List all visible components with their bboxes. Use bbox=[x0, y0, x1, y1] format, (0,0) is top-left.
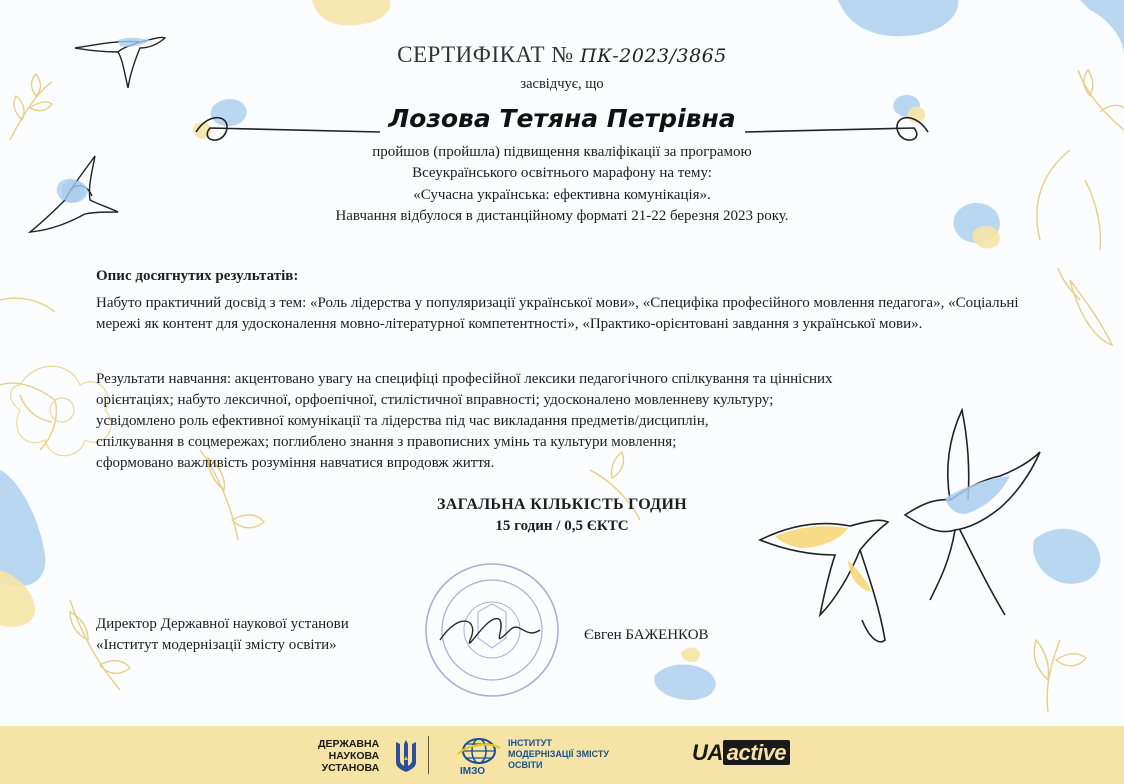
globe-icon bbox=[456, 736, 502, 766]
outcome-line: усвідомлено роль ефективної комунікації та лідерства під час викладання предметів/дисциплін, bbox=[96, 413, 709, 429]
org-line: УСТАНОВА bbox=[321, 762, 380, 774]
outcome-line: спілкування в соцмережах; поглиблено знання з правописних умінь та культури мовлення; bbox=[96, 434, 677, 450]
certificate-title bbox=[0, 42, 1124, 68]
org-line: НАУКОВА bbox=[328, 750, 380, 762]
footer-bar bbox=[0, 726, 1124, 784]
director-line: Директор Державної наукової установи bbox=[96, 616, 349, 632]
state-institution-logo bbox=[318, 738, 379, 774]
outcome-line: сформовано важливість розуміння навчатися впродовж життя. bbox=[96, 455, 495, 471]
hours-value: 15 годин / 0,5 ЄКТС bbox=[495, 518, 629, 534]
intro-line: Навчання відбулося в дистанційному форматі 21-22 березня 2023 року. bbox=[335, 208, 789, 224]
imzo-name bbox=[508, 738, 609, 771]
stamp-icon bbox=[426, 564, 558, 696]
outcome-line: Результати навчання: акцентовано увагу на специфіці професійної лексики педагогічного спілкування та ціннісних bbox=[96, 371, 833, 387]
ua-text: UA bbox=[692, 740, 723, 765]
signer-name: Євген БАЖЕНКОВ bbox=[584, 627, 709, 643]
recipient-name: Лозова Тетяна Петрівна bbox=[388, 104, 736, 133]
certificate-title-label: СЕРТИФІКАТ № bbox=[397, 42, 574, 67]
outcome-line: орієнтаціях; набуто лексичної, орфоепічної, стилістичної вправності; удосконалено мовленневу культуру; bbox=[96, 392, 774, 408]
results-title: Опис досягнутих результатів: bbox=[96, 268, 299, 284]
imzo-line: ОСВІТИ bbox=[508, 760, 543, 770]
intro-line: «Сучасна українська: ефективна комунікація». bbox=[413, 187, 711, 203]
active-text: active bbox=[723, 740, 790, 765]
imzo-line: ІНСТИТУТ bbox=[508, 738, 552, 748]
hours-title: ЗАГАЛЬНА КІЛЬКІСТЬ ГОДИН bbox=[437, 496, 687, 513]
director-title bbox=[96, 614, 349, 656]
certificate-number: ПК-2023/3865 bbox=[580, 45, 727, 67]
intro-line: пройшов (пройшла) підвищення кваліфікації за програмою bbox=[372, 144, 752, 160]
logo-divider bbox=[428, 736, 429, 774]
results-paragraph-topics: Набуто практичний досвід з тем: «Роль лідерства у популяризації української мови», «Специфіка професійного мовлення педагога», «Соціальні мережі як контент для удосконалення мовно-літературної компетентності», «Практико-орієнтовані завдання з української мови». bbox=[96, 295, 1019, 332]
imzo-abbr: ІМЗО bbox=[460, 766, 486, 777]
ua-active-logo bbox=[692, 740, 790, 766]
director-line: «Інститут модернізації змісту освіти» bbox=[96, 637, 337, 653]
imzo-line: МОДЕРНІЗАЦІЇ ЗМІСТУ bbox=[508, 749, 609, 759]
intro-line: Всеукраїнського освітнього марафону на тему: bbox=[412, 165, 712, 181]
certifies-text: засвідчує, що bbox=[520, 76, 604, 92]
results-paragraph-outcomes bbox=[96, 369, 1036, 474]
org-line: ДЕРЖАВНА bbox=[318, 738, 380, 750]
trident-icon bbox=[392, 738, 420, 774]
